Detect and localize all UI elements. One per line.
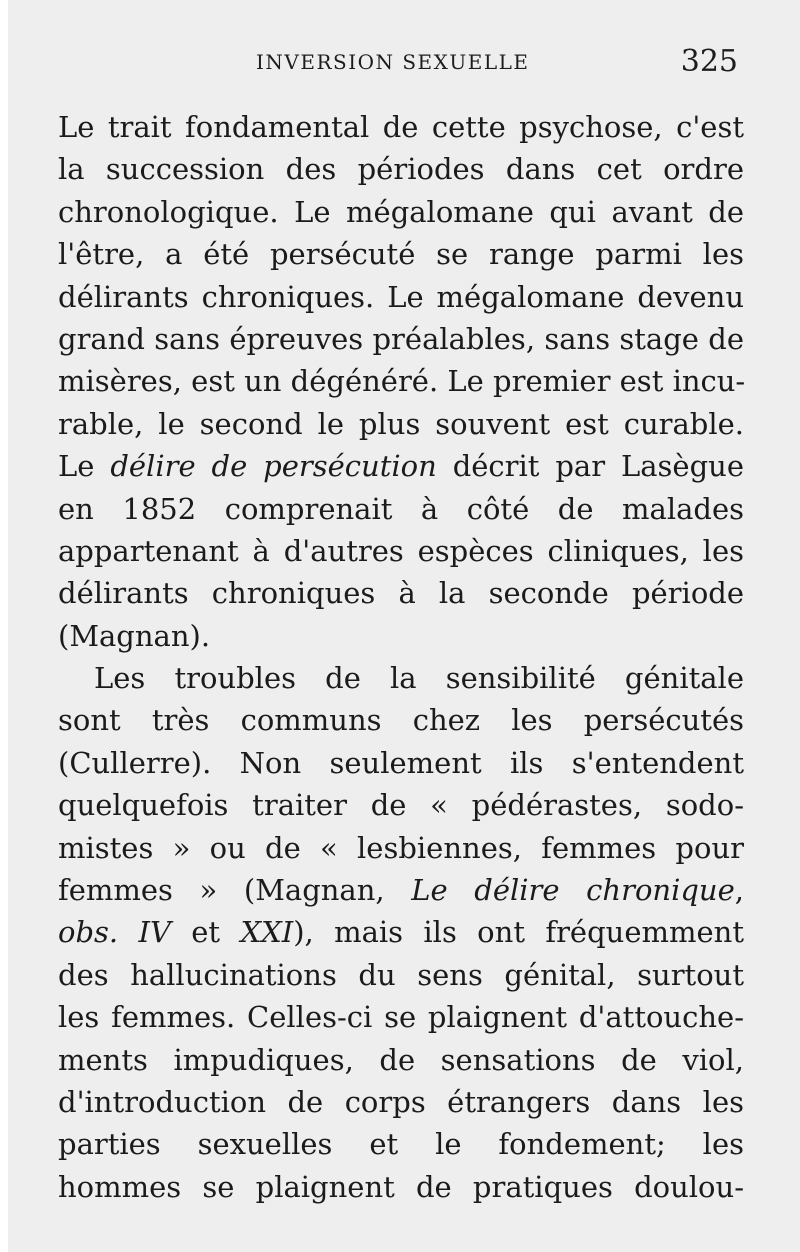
text-line: l'être, a été persécuté se range parmi les <box>58 237 744 272</box>
text-line: chronologique. Le mégalomane qui avant de <box>58 194 744 229</box>
text-line: hommes se plaignent de pratiques doulou- <box>58 1169 744 1204</box>
text-line: la succession des périodes dans cet ordre <box>58 152 744 187</box>
text-line: grand sans épreuves préalables, sans stage de <box>58 321 744 356</box>
italic-ref: obs. IV <box>58 915 171 950</box>
text-line: les femmes. Celles-ci se plaignent d'attouche- <box>58 1000 744 1035</box>
italic-ref: XXI <box>240 915 294 950</box>
text-line: délirants chroniques à la seconde période <box>58 576 744 611</box>
text-line: ments impudiques, de sensations de viol, <box>58 1042 744 1077</box>
text-line: sont très communs chez les persécutés <box>58 703 744 738</box>
text-line: délirants chroniques. Le mégalomane devenu <box>58 279 744 314</box>
text-line: parties sexuelles et le fondement; les <box>58 1127 744 1162</box>
running-head: INVERSION SEXUELLE <box>256 50 530 74</box>
text-line: appartenant à d'autres espèces cliniques, les <box>58 533 744 568</box>
page-header <box>60 44 740 84</box>
page-number: 325 <box>680 44 738 79</box>
text-line: Les troubles de la sensibilité génitale <box>94 661 744 696</box>
paragraph-1 <box>58 106 744 657</box>
text-line: mistes » ou de « lesbiennes, femmes pour <box>58 830 744 865</box>
text-line: d'introduction de corps étrangers dans les <box>58 1084 744 1119</box>
text-line: femmes » (Magnan, Le délire chronique, <box>58 873 744 908</box>
text-line: (Magnan). <box>58 618 211 653</box>
italic-title: Le délire chronique <box>411 873 735 908</box>
text-line: en 1852 comprenait à côté de malades <box>58 491 744 526</box>
text-line: rable, le second le plus souvent est curable. <box>58 406 744 441</box>
text-line: (Cullerre). Non seulement ils s'entendent <box>58 745 744 780</box>
text-line: obs. IV et XXI), mais ils ont fréquemment <box>58 915 744 950</box>
italic-title: délire de persécution <box>110 449 437 484</box>
text-line: misères, est un dégénéré. Le premier est incu- <box>58 364 746 399</box>
text-line: Le trait fondamental de cette psychose, c'est <box>58 110 744 144</box>
text-line: quelquefois traiter de « pédérastes, sodo- <box>58 788 744 823</box>
paragraph-2 <box>58 657 744 1208</box>
text-line: des hallucinations du sens génital, surtout <box>58 957 744 992</box>
page-edge <box>0 0 8 1252</box>
text-line: Le délire de persécution décrit par Lasègue <box>58 449 744 484</box>
body-text <box>58 106 744 1208</box>
